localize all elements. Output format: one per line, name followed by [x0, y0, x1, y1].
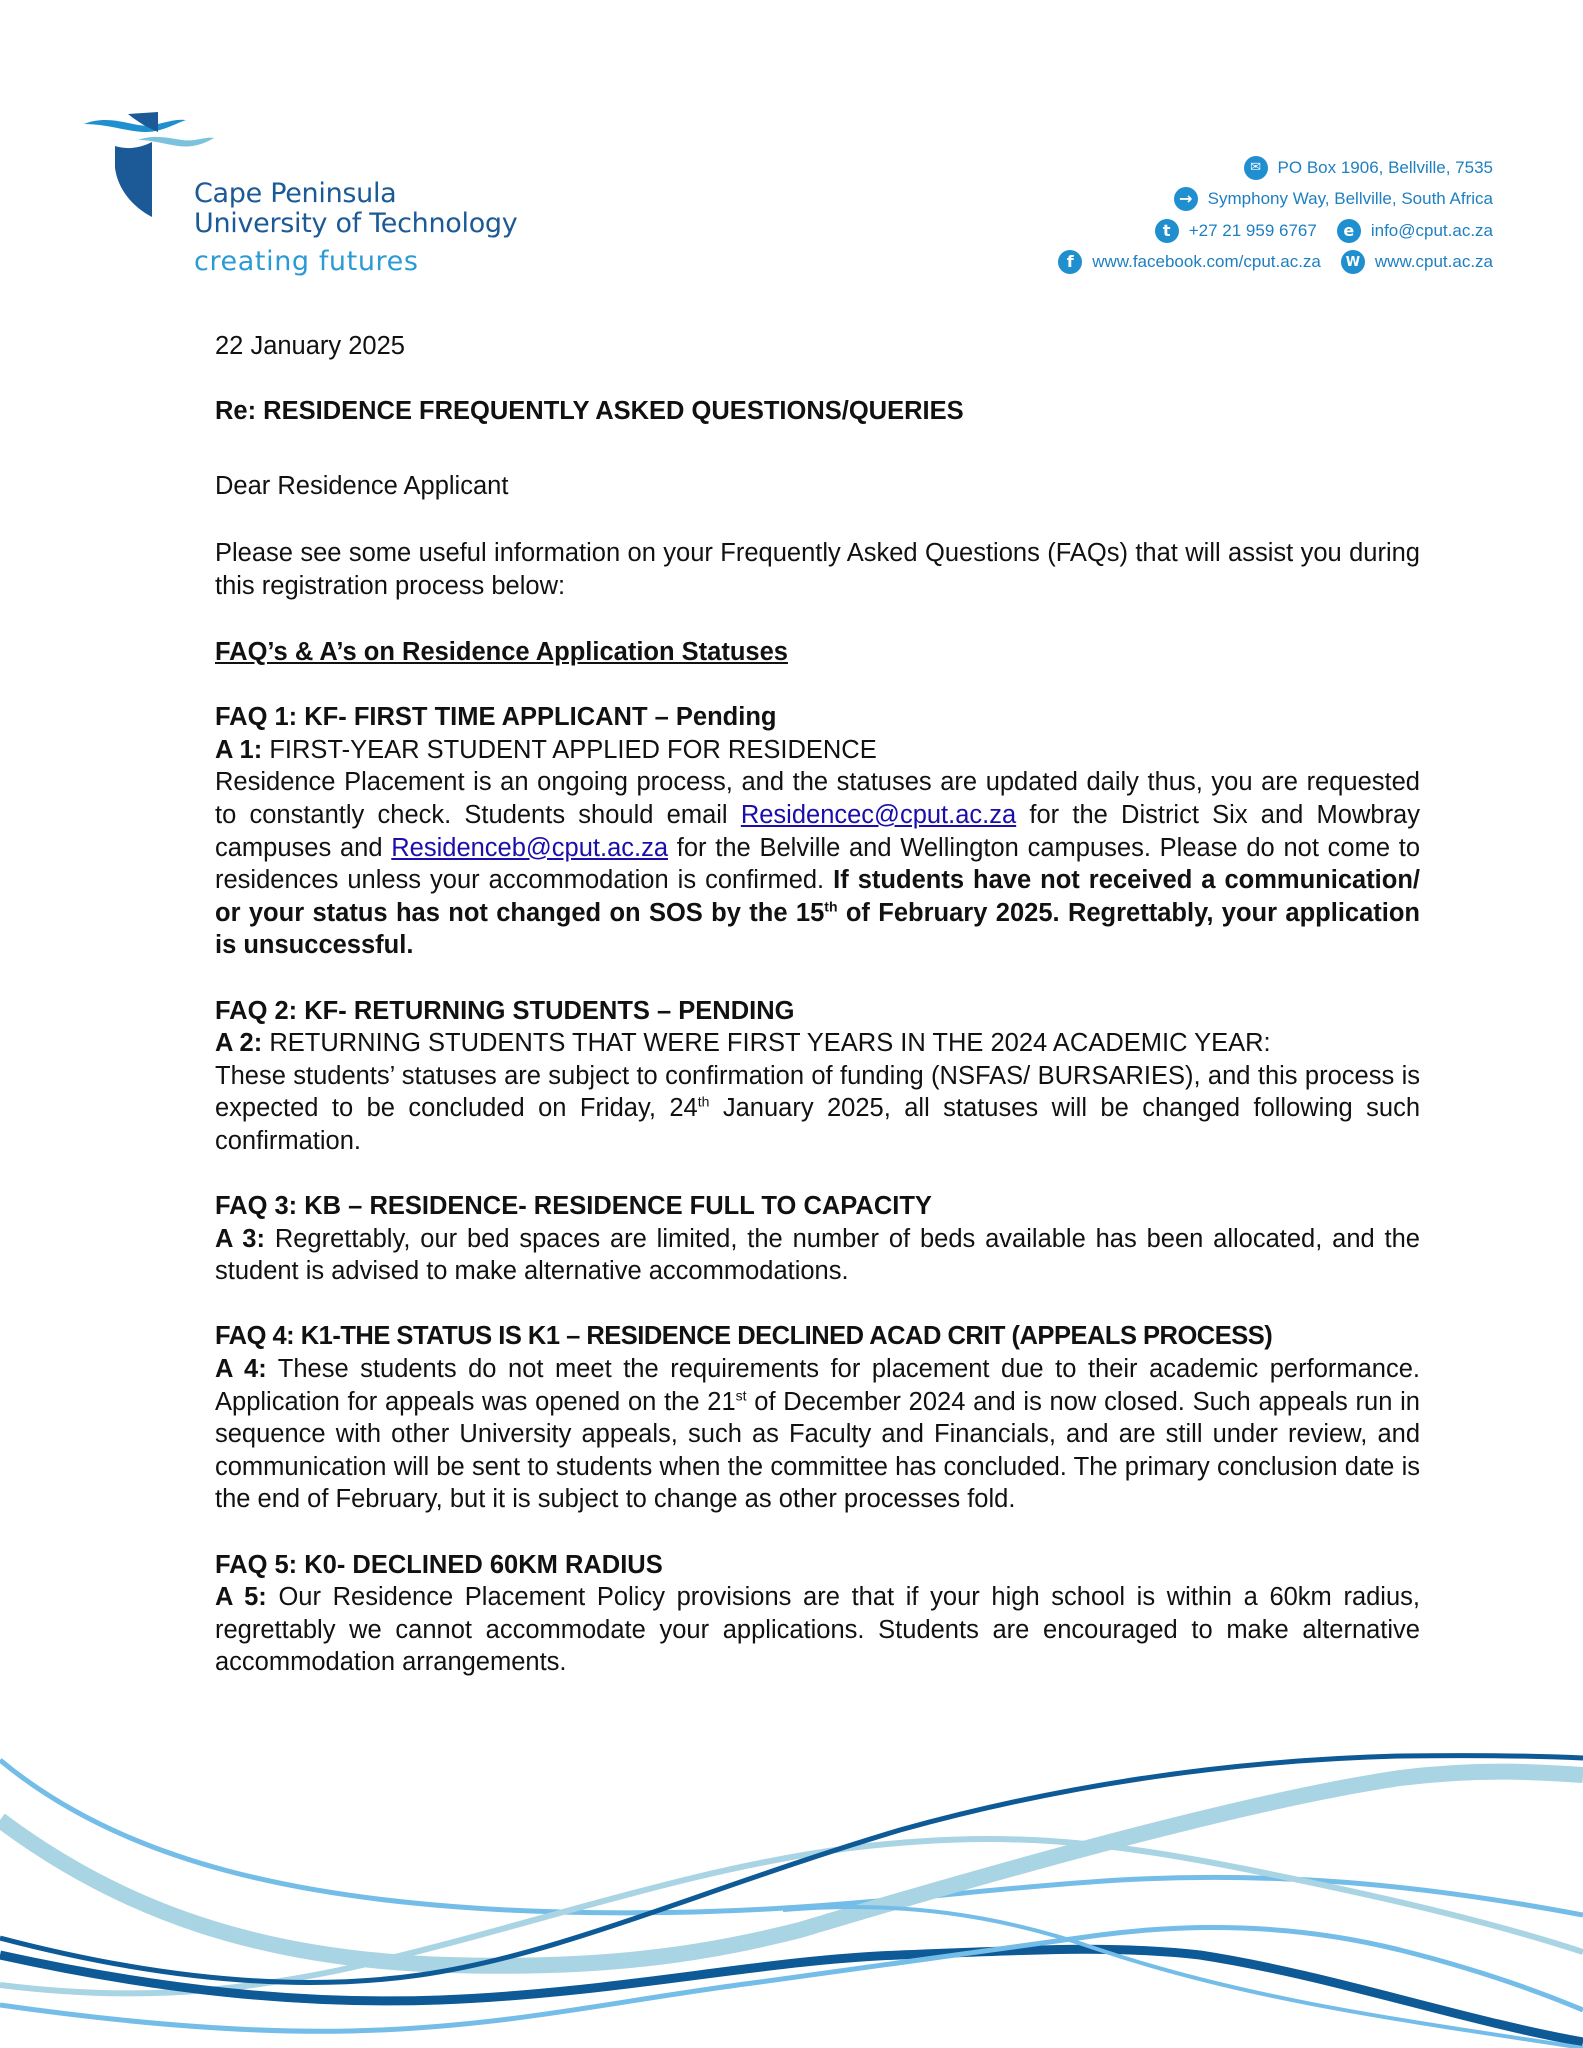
phone-t-icon: t: [1155, 219, 1179, 243]
faq-answer-heading: A 1: FIRST-YEAR STUDENT APPLIED FOR RESIDENCE: [215, 735, 877, 764]
logo-name-line2: University of Technology: [194, 208, 518, 239]
answer-emphasis: If students have not received a communication/ or your status has not changed on SOS by the 15th of February 2025. Regrettably, your application is unsuccessful.: [215, 866, 1421, 960]
faq-answer: A 4: These students do not meet the requirements for placement due to their academic performance. Application for appeals was opened on the 21st of December 2024 and is now closed. Such appeals run in sequence with other University appeals, such as Faculty and Financials, and are still under review, and communication will be sent to students when the committee has concluded. The primary conclusion date is the end of February, but it is subject to change as other processes fold.: [215, 1355, 1420, 1514]
residenceb-email-link[interactable]: Residenceb@cput.ac.za: [391, 833, 669, 862]
faq-item-1: [215, 701, 1420, 962]
envelope-icon: ✉: [1244, 156, 1268, 180]
letter-date: 22 January 2025: [215, 332, 405, 360]
web-w-icon: W: [1341, 250, 1365, 274]
faq-answer: A 5: Our Residence Placement Policy provisions are that if your high school is within a 60km radius, regrettably we cannot accommodate your applications. Students are encouraged to make alternative accommodation arrangements.: [215, 1583, 1420, 1677]
faq-item-3: [215, 1190, 1420, 1288]
faq-answer: A 3: Regrettably, our bed spaces are limited, the number of beds available has been allocated, and the student is advised to make alternative accommodations.: [215, 1224, 1420, 1286]
faq-item-5: [215, 1549, 1420, 1679]
faq-item-2: [215, 995, 1420, 1158]
address-text: Symphony Way, Bellville, South Africa: [1207, 189, 1493, 209]
contact-row-address: [1038, 184, 1493, 216]
email-e-icon: e: [1337, 219, 1361, 243]
university-logo: [78, 112, 538, 287]
answer-label: A 1:: [215, 735, 263, 764]
email-link[interactable]: info@cput.ac.za: [1370, 220, 1493, 240]
letter-body: [215, 330, 1420, 1712]
website-link[interactable]: www.cput.ac.za: [1374, 252, 1493, 272]
faq-item-4: [215, 1320, 1420, 1516]
letter-greeting: Dear Residence Applicant: [215, 471, 509, 500]
faq-question: FAQ 3: KB – RESIDENCE- RESIDENCE FULL TO CAPACITY: [215, 1192, 932, 1221]
faq-question: FAQ 4: K1-THE STATUS IS K1 – RESIDENCE DECLINED ACAD CRIT (APPEALS PROCESS): [215, 1322, 1273, 1351]
faq-question: FAQ 1: KF- FIRST TIME APPLICANT – Pending: [215, 703, 777, 732]
arrow-right-icon: →: [1174, 187, 1198, 211]
answer-label: A 2:: [215, 1029, 263, 1058]
faq-question: FAQ 5: K0- DECLINED 60KM RADIUS: [215, 1550, 663, 1579]
faq-question: FAQ 2: KF- RETURNING STUDENTS – PENDING: [215, 996, 795, 1025]
contact-row-web: [1038, 247, 1493, 279]
logo-name-line1: Cape Peninsula: [194, 178, 397, 209]
footer-wave-decoration-icon: [0, 1720, 1583, 2048]
contact-row-po-box: [1038, 152, 1493, 184]
section-title: FAQ’s & A’s on Residence Application Statuses: [215, 637, 788, 666]
faq-answer-heading: A 2: RETURNING STUDENTS THAT WERE FIRST YEARS IN THE 2024 ACADEMIC YEAR:: [215, 1029, 1271, 1058]
logo-tagline: creating futures: [194, 246, 419, 277]
residencec-email-link[interactable]: Residencec@cput.ac.za: [740, 800, 1017, 829]
letter-intro: Please see some useful information on your Frequently Asked Questions (FAQs) that will assist you during this registration process below:: [215, 539, 1420, 600]
answer-label: A 3:: [215, 1224, 265, 1253]
facebook-link[interactable]: www.facebook.com/cput.ac.za: [1092, 252, 1321, 272]
faq-answer: Residence Placement is an ongoing process, and the statuses are updated daily thus, you are requested to constantly check. Students should email Residencec@cput.ac.za for the District Six and Mowbray campuses and Residenceb@cput.ac.za for the Belville and Wellington campuses. Please do not come to residences unless your accommodation is confirmed. If students have not received a communication/ or your status has not changed on SOS by the 15th of February 2025. Regrettably, your application is unsuccessful.: [215, 768, 1421, 960]
phone-text[interactable]: +27 21 959 6767: [1188, 220, 1317, 240]
answer-label: A 5:: [215, 1583, 267, 1612]
facebook-icon: f: [1058, 250, 1082, 274]
contact-block: [1038, 152, 1493, 278]
faq-answer: These students’ statuses are subject to confirmation of funding (NSFAS/ BURSARIES), and this process is expected to be concluded on Friday, 24th January 2025, all statuses will be changed following such confirmation.: [215, 1061, 1420, 1155]
contact-row-phone-email: [1038, 215, 1493, 247]
letter-subject: Re: RESIDENCE FREQUENTLY ASKED QUESTIONS/QUERIES: [215, 397, 964, 426]
po-box-text: PO Box 1906, Bellville, 7535: [1277, 157, 1493, 177]
answer-label: A 4:: [215, 1355, 267, 1384]
